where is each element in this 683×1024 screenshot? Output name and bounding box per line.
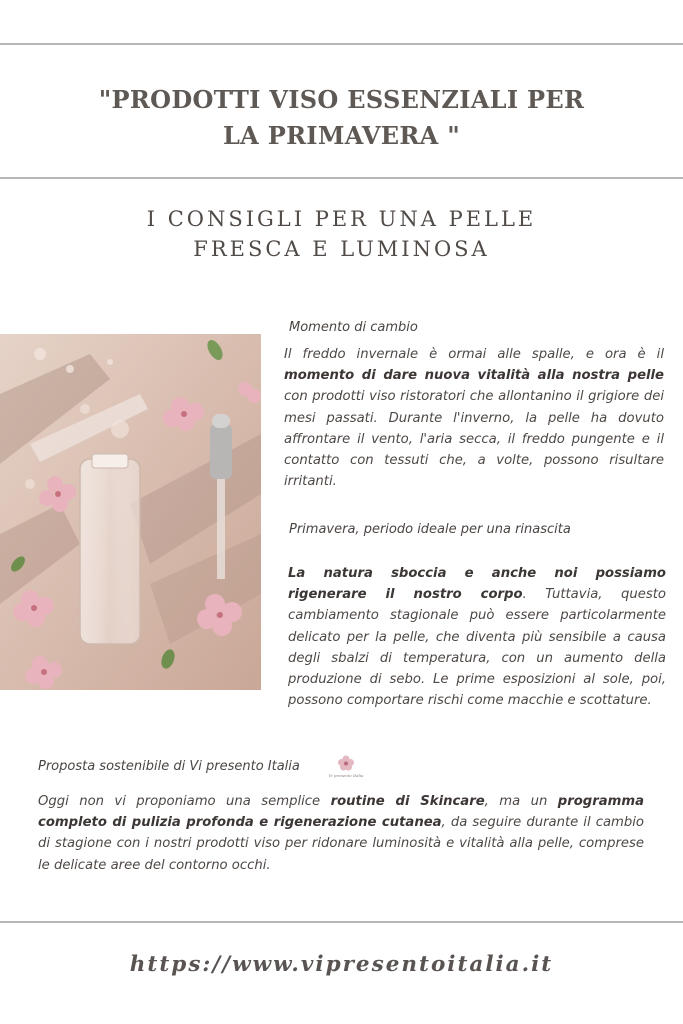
paragraph-emphasis: momento di dare nuova vitalità alla nostra pelle <box>284 368 664 384</box>
logo-text: Vi presento Italia <box>328 773 364 778</box>
paragraph-emphasis: programma completo di pulizia profonda e rigenerazione cutanea <box>38 794 644 831</box>
paragraph-emphasis: La natura sboccia e anche noi possiamo rigenerare il nostro corpo <box>288 566 666 603</box>
paragraph-text: , ma un <box>484 794 558 809</box>
product-photo <box>0 334 261 690</box>
title-line-1: "PRODOTTI VISO ESSENZIALI PER <box>98 85 585 114</box>
footer-divider <box>0 921 683 923</box>
section-heading-primavera: Primavera, periodo ideale per una rinascita <box>289 522 571 537</box>
paragraph-emphasis: routine di Skincare <box>330 794 485 809</box>
page-title <box>0 82 683 154</box>
website-url[interactable]: https://www.vipresentoitalia.it <box>129 952 554 977</box>
section-heading-proposta: Proposta sostenibile di Vi presento Italia <box>38 759 300 774</box>
paragraph-text: , da seguire durante il cambio di stagione con i nostri prodotti viso per ridonare luminosità e vitalità alla pelle, comprese le delicate aree del contorno occhi. <box>38 815 644 873</box>
title-line-2: LA PRIMAVERA " <box>222 121 461 150</box>
section-heading-momento: Momento di cambio <box>289 320 418 335</box>
top-divider <box>0 43 683 45</box>
paragraph-text: con prodotti viso ristoratori che allontanino il grigiore dei mesi passati. Durante l'inverno, la pelle ha dovuto affrontare il vento, l'aria secca, il freddo pungente e il contatto con tessuti che, a volte, possono risultare irritanti. <box>284 389 664 490</box>
section-paragraph-primavera <box>288 563 666 711</box>
brand-logo <box>329 754 363 780</box>
page-subtitle <box>0 204 683 264</box>
section-paragraph-momento <box>284 344 664 492</box>
section-paragraph-proposta <box>38 791 644 876</box>
title-divider <box>0 177 683 179</box>
paragraph-text: Il freddo invernale è ormai alle spalle, e ora è il <box>284 347 664 362</box>
subtitle-line-2: FRESCA E LUMINOSA <box>193 237 490 261</box>
product-photo-illustration <box>0 334 261 690</box>
subtitle-line-1: I CONSIGLI PER UNA PELLE <box>146 207 537 231</box>
paragraph-text: Oggi non vi proponiamo una semplice <box>38 794 331 809</box>
paragraph-text: . Tuttavia, questo cambiamento stagionale può essere particolarmente delicato per la pelle, che diventa più sensibile a causa degli sbalzi di temperatura, con un aumento della produzione di sebo. Le prime esposizioni al sole, poi, possono comportare rischi come macchie e scottature. <box>288 587 666 709</box>
